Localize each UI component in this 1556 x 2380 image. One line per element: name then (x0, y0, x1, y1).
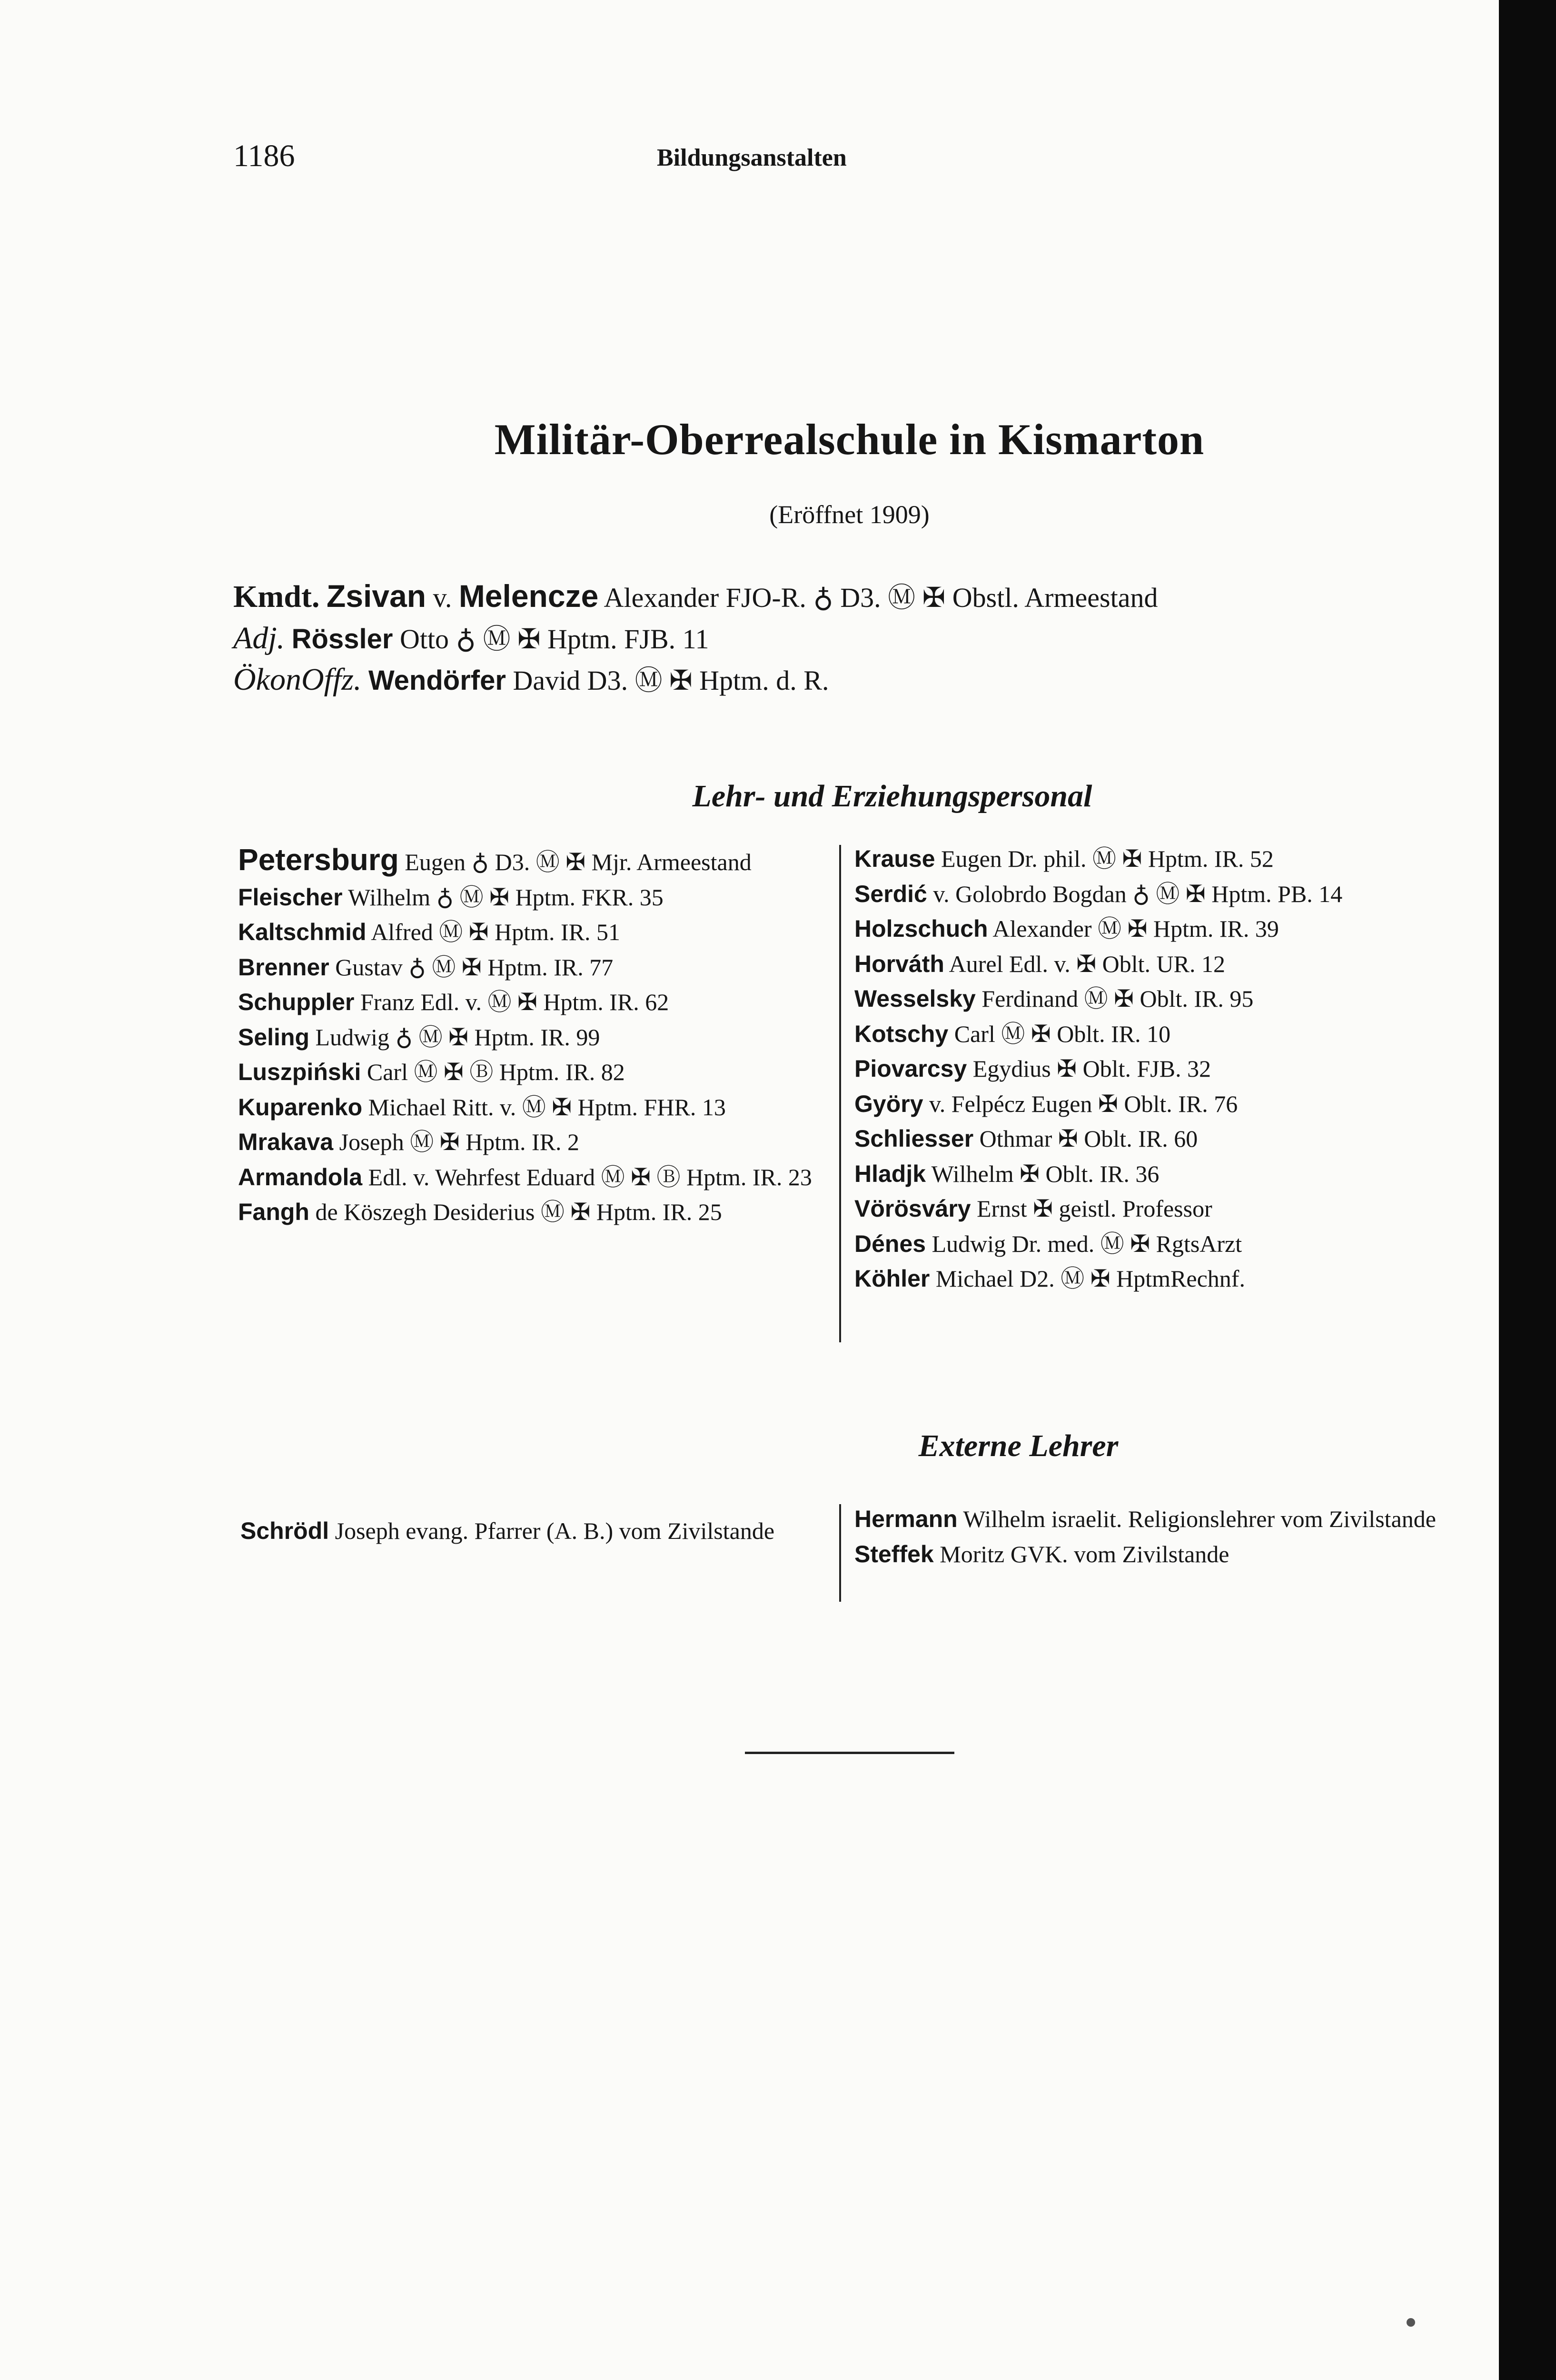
staff-surname: Rössler (291, 624, 393, 654)
ext-list-left (240, 1514, 831, 1549)
entry-name: Wesselsky (854, 985, 976, 1012)
section-title: Bildungsanstalten (657, 144, 847, 171)
list-item (238, 1125, 835, 1160)
entry-details: Ferdinand Ⓜ ✠ Oblt. IR. 95 (981, 985, 1254, 1012)
list-item (238, 985, 835, 1020)
entry-details: de Köszegh Desiderius Ⓜ ✠ Hptm. IR. 25 (315, 1199, 722, 1225)
list-item (238, 1195, 835, 1230)
staff-row-commander (233, 576, 1376, 618)
list-item (240, 1514, 831, 1549)
list-item (238, 880, 835, 915)
list-item (238, 915, 835, 950)
list-item (854, 912, 1468, 947)
list-item (854, 1157, 1468, 1192)
subtitle: (Eröffnet 1909) (769, 500, 930, 529)
entry-details: Wilhelm ♁ Ⓜ ✠ Hptm. FKR. 35 (348, 883, 664, 911)
staff-details: Otto ♁ Ⓜ ✠ Hptm. FJB. 11 (399, 624, 709, 654)
entry-name: Armandola (238, 1163, 363, 1190)
entry-name: Mrakava (238, 1129, 334, 1155)
entry-name: Hermann (854, 1506, 958, 1532)
list-item (238, 1055, 835, 1090)
entry-name: Brenner (238, 953, 329, 981)
list-item (238, 843, 835, 880)
entry-details: Eugen Dr. phil. Ⓜ ✠ Hptm. IR. 52 (941, 845, 1274, 872)
role-label: ÖkonOffz. (233, 662, 362, 697)
staff-surname-2: Melencze (458, 578, 599, 614)
list-item (854, 1051, 1468, 1087)
list-item (854, 1087, 1468, 1122)
list-item (854, 1121, 1468, 1157)
entry-details: Alexander Ⓜ ✠ Hptm. IR. 39 (992, 915, 1279, 942)
staff-details: David D3. Ⓜ ✠ Hptm. d. R. (513, 665, 829, 696)
staff-surname: Wendörfer (368, 665, 506, 696)
entry-details: Moritz GVK. vom Zivilstande (940, 1540, 1229, 1567)
page-number: 1186 (233, 139, 295, 173)
entry-name: Dénes (854, 1230, 926, 1257)
entry-name: Petersburg (238, 843, 399, 877)
entry-name: Vörösváry (854, 1195, 971, 1222)
entry-details: Michael Ritt. v. Ⓜ ✠ Hptm. FHR. 13 (368, 1093, 726, 1121)
entry-name: Schrödl (240, 1517, 329, 1544)
entry-name: Horváth (854, 950, 944, 977)
list-item (238, 1020, 835, 1055)
entry-name: Schuppler (238, 989, 355, 1015)
role-label: Adj. (233, 621, 285, 655)
staff-details: Alexander FJO-R. ♁ D3. Ⓜ ✠ Obstl. Armeestand (604, 582, 1158, 613)
page-title: Militär-Oberrealschule in Kismarton (494, 415, 1205, 464)
entry-details: Joseph evang. Pfarrer (A. B.) vom Zivilstande (335, 1517, 775, 1544)
scan-border-right (1499, 0, 1556, 2380)
column-divider (839, 845, 841, 1342)
entry-name: Fangh (238, 1199, 309, 1225)
entry-name: Köhler (854, 1265, 930, 1292)
entry-name: Schliesser (854, 1125, 974, 1152)
subtitle-block (0, 500, 1556, 529)
list-item (854, 1191, 1468, 1227)
section-heading-externe (0, 1428, 1556, 1464)
entry-details: Wilhelm ✠ Oblt. IR. 36 (931, 1160, 1160, 1187)
command-staff (233, 576, 1376, 701)
scan-speck (1407, 2318, 1415, 2327)
section-heading-lehr (0, 778, 1556, 814)
list-item (854, 982, 1468, 1017)
lehr-heading: Lehr- und Erziehungspersonal (692, 779, 1092, 813)
ext-heading: Externe Lehrer (918, 1428, 1119, 1463)
list-item (854, 1017, 1468, 1052)
entry-details: Franz Edl. v. Ⓜ ✠ Hptm. IR. 62 (360, 989, 669, 1015)
entry-name: Hladjk (854, 1160, 926, 1187)
entry-details: Carl Ⓜ ✠ Oblt. IR. 10 (954, 1020, 1171, 1047)
staff-row-economy-officer (233, 659, 1376, 701)
page-title-block (0, 414, 1556, 465)
staff-particle: v. (433, 582, 452, 613)
ext-list-right (854, 1502, 1459, 1572)
entry-details: Aurel Edl. v. ✠ Oblt. UR. 12 (949, 950, 1225, 977)
entry-details: Wilhelm israelit. Religionslehrer vom Zivilstande (963, 1506, 1436, 1532)
entry-details: Michael D2. Ⓜ ✠ HptmRechnf. (935, 1265, 1245, 1292)
column-divider (839, 1504, 841, 1602)
list-item (238, 1160, 835, 1195)
entry-name: Fleischer (238, 883, 343, 911)
entry-name: Krause (854, 845, 935, 872)
entry-name: Luszpiński (238, 1059, 361, 1085)
list-item (854, 1261, 1468, 1297)
entry-details: Joseph Ⓜ ✠ Hptm. IR. 2 (339, 1129, 580, 1155)
entry-details: Edl. v. Wehrfest Eduard Ⓜ ✠ Ⓑ Hptm. IR. 23 (368, 1163, 812, 1190)
entry-details: Alfred Ⓜ ✠ Hptm. IR. 51 (371, 919, 621, 945)
entry-details: Eugen ♁ D3. Ⓜ ✠ Mjr. Armeestand (405, 849, 752, 875)
staff-surname: Zsivan (327, 578, 426, 614)
entry-details: Ernst ✠ geistl. Professor (977, 1195, 1212, 1222)
list-item (238, 1090, 835, 1125)
end-rule (745, 1752, 954, 1754)
entry-name: Holzschuch (854, 915, 988, 942)
list-item (854, 1537, 1459, 1572)
entry-name: Kotschy (854, 1020, 949, 1047)
entry-details: Ludwig ♁ Ⓜ ✠ Hptm. IR. 99 (315, 1023, 600, 1051)
entry-name: Györy (854, 1090, 923, 1117)
entry-name: Steffek (854, 1540, 934, 1567)
list-item (854, 1502, 1459, 1537)
entry-name: Serdić (854, 880, 927, 907)
list-item (854, 947, 1468, 982)
entry-details: v. Golobrdo Bogdan ♁ Ⓜ ✠ Hptm. PB. 14 (933, 880, 1343, 907)
list-item (854, 842, 1468, 877)
lehr-list-left (238, 843, 835, 1230)
entry-details: Ludwig Dr. med. Ⓜ ✠ RgtsArzt (932, 1230, 1242, 1257)
entry-details: Othmar ✠ Oblt. IR. 60 (979, 1125, 1198, 1152)
entry-name: Piovarcsy (854, 1055, 967, 1082)
entry-details: Egydius ✠ Oblt. FJB. 32 (972, 1055, 1211, 1082)
entry-name: Kuparenko (238, 1093, 363, 1121)
entry-details: Gustav ♁ Ⓜ ✠ Hptm. IR. 77 (335, 953, 614, 981)
list-item (854, 877, 1468, 912)
lehr-list-right (854, 842, 1468, 1297)
running-header (0, 138, 1556, 176)
staff-row-adjutant (233, 618, 1376, 659)
role-label: Kmdt. (233, 579, 320, 614)
entry-details: Carl Ⓜ ✠ Ⓑ Hptm. IR. 82 (367, 1059, 625, 1085)
entry-details: v. Felpécz Eugen ✠ Oblt. IR. 76 (929, 1090, 1238, 1117)
entry-name: Kaltschmid (238, 919, 367, 945)
list-item (238, 950, 835, 985)
entry-name: Seling (238, 1023, 310, 1051)
list-item (854, 1227, 1468, 1262)
